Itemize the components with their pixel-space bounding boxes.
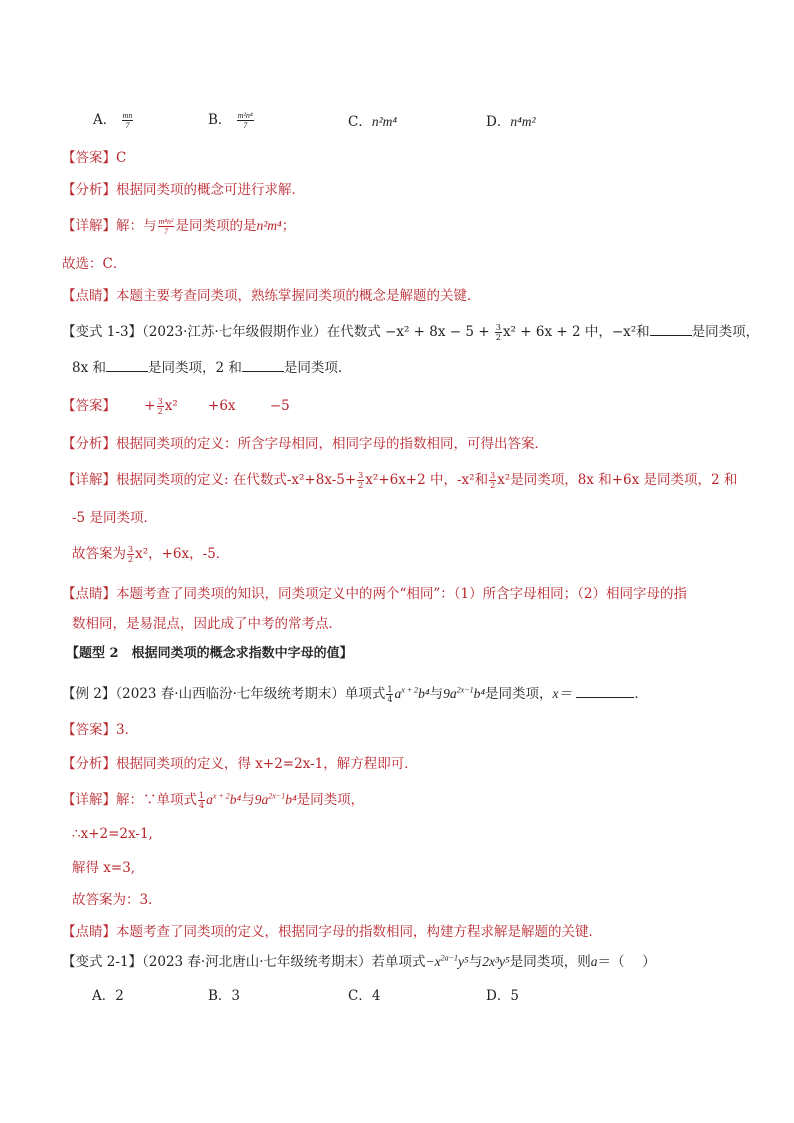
option-b-fraction: $\frac{\text{m²n⁴}}{7}$: [237, 111, 253, 130]
ex2-detail: 【详解】解：∵单项式 $\frac{1}{4}$ $a^{x + 2}b^4$与$9a^{2x-1}b^4$是同类项，: [62, 791, 365, 810]
ex2-answer: 【答案】3．: [62, 722, 139, 738]
q1-choose: 故选：C．: [62, 256, 127, 272]
ex2-final: 故答案为：3．: [72, 892, 162, 908]
ex2-analysis: 【分析】根据同类项的定义，得 x+2=2x-1，解方程即可．: [62, 756, 418, 772]
v21-option-c: C．4: [348, 988, 381, 1004]
q1-detail: 【详解】解：与 $\frac{\text{m⁴n²}}{7}$ 是同类项的是n²m⁴；: [62, 217, 296, 236]
ex2-stem: 【例 2】（2023 春·山西临汾·七年级统考期末）单项式 $\frac{1}{4}$ $a^{x + 2}b^4$与$9a^{2x-1}b^4$是同类项，x＝ ．: [62, 685, 648, 704]
v13-stem-line2: 8x 和 是同类项，2 和 是同类项．: [72, 360, 352, 376]
section-title: 【题型 2 根据同类项的概念求指数中字母的值】: [66, 646, 353, 661]
v13-comment: 【点睛】本题考查了同类项的知识，同类项定义中的两个“相同”：（1）所含字母相同；（2）相同字母的指: [62, 586, 687, 602]
v13-answer: 【答案】 + $\frac{3}{2}$ x² +6x −5: [62, 397, 290, 416]
ex2-step2: 解得 x=3,: [72, 860, 136, 876]
v13-analysis: 【分析】根据同类项的定义：所含字母相同，相同字母的指数相同，可得出答案．: [62, 436, 548, 452]
ex2-comment: 【点睛】本题考查了同类项的定义，根据同字母的指数相同，构建方程求解是解题的关键．: [62, 924, 602, 940]
option-c: C．n²m⁴: [348, 114, 398, 130]
ex2-step1: ∴x+2=2x-1,: [72, 826, 153, 842]
v13-detail: 【详解】根据同类项的定义: 在代数式-x²+8x-5+ $\frac{3}{2}$ x²+6x+2 中，-x²和 $\frac{3}{2}$ x²是同类项，8x 和+6x 是同类项，2 和: [62, 471, 738, 490]
v21-option-b: B．3: [208, 988, 241, 1004]
option-a: A． $\frac{mn}{7}$: [93, 111, 133, 130]
q1-answer: 【答案】C: [62, 150, 127, 166]
v21-stem: 【变式 2-1】（2023 春·河北唐山·七年级统考期末）若单项式$-x^{2a-1}y^5$与2x³y⁵是同类项，则a＝（ ）: [62, 953, 656, 970]
v13-detail-line2: -5 是同类项．: [72, 510, 157, 526]
q1-comment: 【点睛】本题主要考查同类项，熟练掌握同类项的概念是解题的关键．: [62, 288, 481, 304]
v13-final: 故答案为 $\frac{3}{2}$ x²，+6x，-5．: [72, 545, 230, 564]
v21-option-a: A．2: [92, 988, 124, 1004]
q1-analysis: 【分析】根据同类项的概念可进行求解．: [62, 182, 305, 198]
option-b: B． $\frac{\text{m²n⁴}}{7}$: [208, 111, 253, 130]
v21-option-d: D．5: [486, 988, 519, 1004]
option-d: D．n⁴m²: [486, 114, 536, 130]
v13-stem: 【变式 1-3】（2023·江苏·七年级假期作业）在代数式 −x² + 8x − 5 + $\frac{3}{2}$ x² + 6x + 2 中，−x²和 是同类项，: [62, 323, 760, 342]
v13-comment-line2: 数相同，是易混点，因此成了中考的常考点．: [72, 616, 342, 632]
option-a-fraction: $\frac{mn}{7}$: [122, 111, 133, 130]
